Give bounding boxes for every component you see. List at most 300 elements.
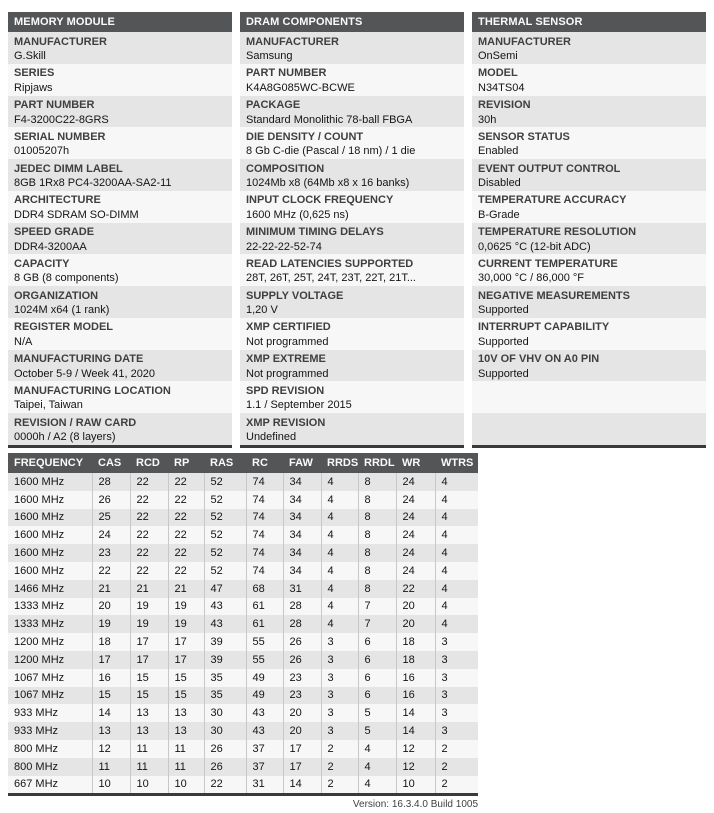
cell-faw: 34 bbox=[283, 562, 321, 580]
field-value: DDR4 SDRAM SO-DIMM bbox=[14, 208, 139, 221]
cell-cas: 10 bbox=[92, 776, 130, 795]
cell-wr: 24 bbox=[396, 473, 435, 491]
cell-cas: 19 bbox=[92, 615, 130, 633]
cell-faw: 34 bbox=[283, 526, 321, 544]
field-label: READ LATENCIES SUPPORTED bbox=[246, 257, 414, 270]
field-value: DDR4-3200AA bbox=[14, 240, 87, 253]
panel-dram-components bbox=[240, 12, 464, 448]
timing-row bbox=[8, 615, 478, 633]
info-field bbox=[240, 286, 464, 318]
cell-frequency: 1466 MHz bbox=[8, 580, 92, 598]
cell-wtrs: 4 bbox=[441, 600, 448, 613]
timing-row bbox=[8, 509, 478, 527]
cell-cas: 28 bbox=[92, 473, 130, 491]
info-field bbox=[472, 286, 706, 318]
field-label: INTERRUPT CAPABILITY bbox=[478, 321, 610, 334]
cell-wr: 18 bbox=[396, 633, 435, 651]
cell-rc: 74 bbox=[246, 509, 283, 527]
cell-rp: 22 bbox=[168, 526, 204, 544]
cell-rc: 55 bbox=[246, 651, 283, 669]
panel-header-thermal-sensor: THERMAL SENSOR bbox=[472, 12, 706, 32]
cell-rcd: 22 bbox=[130, 526, 168, 544]
field-value: 1,20 V bbox=[246, 304, 278, 316]
cell-faw: 20 bbox=[283, 704, 321, 722]
cell-faw: 23 bbox=[283, 669, 321, 687]
memory-module-fields bbox=[8, 32, 232, 445]
cell-rc: 74 bbox=[246, 473, 283, 491]
cell-rcd: 21 bbox=[130, 580, 168, 598]
cell-wr: 12 bbox=[396, 758, 435, 776]
info-field bbox=[8, 350, 232, 382]
cell-frequency: 1600 MHz bbox=[8, 526, 92, 544]
info-field bbox=[472, 32, 706, 64]
cell-faw: 34 bbox=[283, 544, 321, 562]
field-value: Not programmed bbox=[246, 335, 329, 348]
cell-ras: 52 bbox=[204, 491, 246, 509]
cell-wtrs: 4 bbox=[441, 475, 448, 488]
info-field bbox=[240, 191, 464, 223]
field-value: Samsung bbox=[246, 50, 293, 62]
cell-wr: 24 bbox=[396, 562, 435, 580]
field-label: DIE DENSITY / COUNT bbox=[246, 130, 364, 143]
info-field bbox=[240, 413, 464, 445]
info-field bbox=[472, 254, 706, 286]
field-value: 0,0625 °C (12-bit ADC) bbox=[478, 240, 591, 253]
cell-wtrs: 3 bbox=[441, 671, 448, 684]
cell-frequency: 800 MHz bbox=[8, 758, 92, 776]
field-label: SENSOR STATUS bbox=[478, 130, 570, 143]
field-label: COMPOSITION bbox=[246, 162, 325, 175]
cell-rc: 49 bbox=[246, 669, 283, 687]
cell-rrdl: 8 bbox=[358, 526, 396, 544]
cell-ras: 52 bbox=[204, 509, 246, 527]
cell-wtrs: 3 bbox=[441, 689, 448, 702]
cell-rp: 11 bbox=[168, 758, 204, 776]
timing-table-body bbox=[8, 473, 478, 795]
field-value: 8 Gb C-die (Pascal / 18 nm) / 1 die bbox=[246, 145, 416, 158]
cell-rp: 22 bbox=[168, 491, 204, 509]
field-label: INPUT CLOCK FREQUENCY bbox=[246, 194, 394, 207]
info-field bbox=[8, 191, 232, 223]
cell-rrdl: 6 bbox=[358, 669, 396, 687]
info-field bbox=[240, 254, 464, 286]
cell-wtrs: 4 bbox=[441, 493, 448, 506]
cell-faw: 26 bbox=[283, 633, 321, 651]
field-value: 8 GB (8 components) bbox=[14, 272, 119, 285]
cell-ras: 43 bbox=[204, 598, 246, 616]
cell-rc: 61 bbox=[246, 598, 283, 616]
info-field bbox=[240, 96, 464, 128]
cell-rcd: 11 bbox=[130, 740, 168, 758]
cell-wtrs: 3 bbox=[441, 636, 448, 649]
field-value: 01005207h bbox=[14, 145, 70, 158]
cell-rrds: 3 bbox=[321, 687, 358, 705]
field-label: SUPPLY VOLTAGE bbox=[246, 289, 344, 302]
cell-faw: 14 bbox=[283, 776, 321, 795]
info-field bbox=[8, 64, 232, 96]
field-label: TEMPERATURE ACCURACY bbox=[478, 194, 627, 207]
cell-rcd: 19 bbox=[130, 598, 168, 616]
panel-header-dram-components: DRAM COMPONENTS bbox=[240, 12, 464, 32]
col-header-wr: WR bbox=[396, 453, 435, 473]
cell-wr: 20 bbox=[396, 598, 435, 616]
cell-faw: 17 bbox=[283, 758, 321, 776]
cell-rc: 43 bbox=[246, 704, 283, 722]
cell-frequency: 933 MHz bbox=[8, 704, 92, 722]
cell-rrdl: 4 bbox=[358, 758, 396, 776]
info-field bbox=[472, 223, 706, 255]
info-field bbox=[8, 96, 232, 128]
col-header-rrdl: RRDL bbox=[358, 453, 396, 473]
field-label: CURRENT TEMPERATURE bbox=[478, 257, 618, 270]
info-field bbox=[472, 191, 706, 223]
field-label: MANUFACTURING LOCATION bbox=[14, 384, 171, 397]
col-header-faw: FAW bbox=[283, 453, 321, 473]
empty-filler-row bbox=[472, 381, 706, 413]
info-field bbox=[240, 64, 464, 96]
field-value: Not programmed bbox=[246, 367, 329, 380]
cell-rp: 10 bbox=[168, 776, 204, 795]
empty-filler-row bbox=[472, 413, 706, 445]
cell-wr: 14 bbox=[396, 722, 435, 740]
cell-cas: 13 bbox=[92, 722, 130, 740]
timing-row bbox=[8, 491, 478, 509]
cell-wtrs: 4 bbox=[441, 547, 448, 560]
cell-rrdl: 8 bbox=[358, 580, 396, 598]
cell-rcd: 22 bbox=[130, 562, 168, 580]
info-field bbox=[240, 381, 464, 413]
panel-header-memory-module: MEMORY MODULE bbox=[8, 12, 232, 32]
cell-wr: 16 bbox=[396, 687, 435, 705]
cell-wr: 24 bbox=[396, 491, 435, 509]
cell-rrdl: 8 bbox=[358, 544, 396, 562]
cell-faw: 28 bbox=[283, 598, 321, 616]
cell-ras: 35 bbox=[204, 669, 246, 687]
info-field bbox=[8, 254, 232, 286]
cell-ras: 43 bbox=[204, 615, 246, 633]
cell-rcd: 15 bbox=[130, 669, 168, 687]
cell-wtrs: 4 bbox=[441, 529, 448, 542]
cell-rcd: 13 bbox=[130, 704, 168, 722]
cell-rcd: 22 bbox=[130, 509, 168, 527]
cell-ras: 22 bbox=[204, 776, 246, 795]
cell-rc: 74 bbox=[246, 526, 283, 544]
cell-frequency: 1600 MHz bbox=[8, 491, 92, 509]
field-label: PART NUMBER bbox=[246, 67, 327, 80]
cell-rcd: 10 bbox=[130, 776, 168, 795]
cell-wtrs: 4 bbox=[441, 618, 448, 631]
cell-rcd: 17 bbox=[130, 651, 168, 669]
cell-cas: 16 bbox=[92, 669, 130, 687]
cell-frequency: 1200 MHz bbox=[8, 651, 92, 669]
cell-rp: 19 bbox=[168, 615, 204, 633]
field-value: N/A bbox=[14, 335, 33, 348]
cell-rc: 55 bbox=[246, 633, 283, 651]
cell-wtrs: 4 bbox=[441, 582, 448, 595]
cell-rp: 22 bbox=[168, 509, 204, 527]
cell-rrdl: 5 bbox=[358, 704, 396, 722]
field-label: PACKAGE bbox=[246, 99, 301, 111]
info-field bbox=[472, 127, 706, 159]
cell-ras: 52 bbox=[204, 562, 246, 580]
field-value: N34TS04 bbox=[478, 81, 525, 94]
timing-row bbox=[8, 562, 478, 580]
field-value: 30,000 °C / 86,000 °F bbox=[478, 272, 585, 285]
cell-rrds: 4 bbox=[321, 491, 358, 509]
cell-cas: 26 bbox=[92, 491, 130, 509]
cell-rcd: 15 bbox=[130, 687, 168, 705]
cell-ras: 26 bbox=[204, 740, 246, 758]
field-label: REVISION bbox=[478, 99, 531, 111]
timing-row bbox=[8, 704, 478, 722]
cell-wtrs: 3 bbox=[441, 707, 448, 720]
col-header-ras: RAS bbox=[204, 453, 246, 473]
field-label: XMP REVISION bbox=[246, 416, 326, 429]
cell-rrds: 4 bbox=[321, 580, 358, 598]
cell-frequency: 1067 MHz bbox=[8, 687, 92, 705]
cell-rc: 37 bbox=[246, 758, 283, 776]
cell-rrds: 3 bbox=[321, 704, 358, 722]
cell-rp: 15 bbox=[168, 669, 204, 687]
cell-wr: 24 bbox=[396, 509, 435, 527]
info-field bbox=[8, 32, 232, 64]
cell-faw: 31 bbox=[283, 580, 321, 598]
thermal-sensor-fields bbox=[472, 32, 706, 381]
cell-ras: 30 bbox=[204, 722, 246, 740]
timing-row bbox=[8, 526, 478, 544]
cell-ras: 52 bbox=[204, 544, 246, 562]
timing-row bbox=[8, 580, 478, 598]
field-value: 30h bbox=[478, 113, 497, 126]
cell-rp: 22 bbox=[168, 473, 204, 491]
cell-frequency: 933 MHz bbox=[8, 722, 92, 740]
cell-rp: 15 bbox=[168, 687, 204, 705]
cell-wr: 20 bbox=[396, 615, 435, 633]
cell-cas: 20 bbox=[92, 598, 130, 616]
cell-frequency: 1600 MHz bbox=[8, 509, 92, 527]
cell-wtrs: 3 bbox=[441, 725, 448, 738]
cell-faw: 28 bbox=[283, 615, 321, 633]
cell-frequency: 1333 MHz bbox=[8, 615, 92, 633]
cell-rrdl: 6 bbox=[358, 633, 396, 651]
cell-rcd: 11 bbox=[130, 758, 168, 776]
col-header-rrds: RRDS bbox=[321, 453, 358, 473]
cell-ras: 39 bbox=[204, 651, 246, 669]
cell-rrds: 3 bbox=[321, 669, 358, 687]
field-value: Undefined bbox=[246, 431, 297, 443]
cell-cas: 23 bbox=[92, 544, 130, 562]
timing-row bbox=[8, 722, 478, 740]
info-field bbox=[8, 318, 232, 350]
cell-rc: 74 bbox=[246, 562, 283, 580]
cell-rc: 74 bbox=[246, 491, 283, 509]
cell-rrds: 4 bbox=[321, 598, 358, 616]
cell-frequency: 1067 MHz bbox=[8, 669, 92, 687]
field-label: XMP CERTIFIED bbox=[246, 321, 331, 334]
field-value: Taipei, Taiwan bbox=[14, 399, 83, 412]
cell-rp: 11 bbox=[168, 740, 204, 758]
cell-rrdl: 7 bbox=[358, 615, 396, 633]
field-value: Ripjaws bbox=[14, 81, 53, 94]
col-header-wtrs: WTRS bbox=[435, 453, 478, 473]
info-field bbox=[240, 350, 464, 382]
cell-rrds: 4 bbox=[321, 562, 358, 580]
timing-row bbox=[8, 740, 478, 758]
cell-rrds: 4 bbox=[321, 473, 358, 491]
cell-cas: 11 bbox=[92, 758, 130, 776]
cell-wtrs: 2 bbox=[441, 778, 448, 791]
col-header-frequency: FREQUENCY bbox=[8, 453, 92, 473]
field-value: 1.1 / September 2015 bbox=[246, 399, 352, 412]
timing-row bbox=[8, 758, 478, 776]
cell-ras: 52 bbox=[204, 526, 246, 544]
cell-rp: 21 bbox=[168, 580, 204, 598]
info-field bbox=[240, 318, 464, 350]
cell-faw: 17 bbox=[283, 740, 321, 758]
cell-cas: 15 bbox=[92, 687, 130, 705]
cell-rcd: 22 bbox=[130, 473, 168, 491]
info-field bbox=[8, 159, 232, 191]
info-field bbox=[8, 223, 232, 255]
cell-rcd: 17 bbox=[130, 633, 168, 651]
field-value: Enabled bbox=[478, 145, 519, 158]
field-value: 22-22-22-52-74 bbox=[246, 240, 322, 253]
field-value: Supported bbox=[478, 335, 529, 348]
cell-ras: 52 bbox=[204, 473, 246, 491]
cell-rc: 49 bbox=[246, 687, 283, 705]
field-label: EVENT OUTPUT CONTROL bbox=[478, 162, 621, 175]
cell-faw: 34 bbox=[283, 509, 321, 527]
cell-rc: 74 bbox=[246, 544, 283, 562]
info-field bbox=[8, 286, 232, 318]
cell-rrds: 2 bbox=[321, 758, 358, 776]
cell-rp: 22 bbox=[168, 544, 204, 562]
field-label: 10V OF VHV ON A0 PIN bbox=[478, 353, 600, 365]
field-label: REVISION / RAW CARD bbox=[14, 416, 137, 429]
cell-rp: 13 bbox=[168, 722, 204, 740]
cell-wr: 24 bbox=[396, 544, 435, 562]
timing-row bbox=[8, 633, 478, 651]
cell-rp: 22 bbox=[168, 562, 204, 580]
info-field bbox=[240, 159, 464, 191]
timing-table bbox=[8, 453, 478, 796]
field-label: MANUFACTURING DATE bbox=[14, 353, 144, 365]
cell-frequency: 667 MHz bbox=[8, 776, 92, 795]
cell-frequency: 800 MHz bbox=[8, 740, 92, 758]
cell-cas: 14 bbox=[92, 704, 130, 722]
cell-rrds: 2 bbox=[321, 740, 358, 758]
version-label: Version: 16.3.4.0 Build 1005 bbox=[352, 799, 478, 811]
cell-wr: 18 bbox=[396, 651, 435, 669]
cell-rrdl: 8 bbox=[358, 473, 396, 491]
field-value: 1600 MHz (0,625 ns) bbox=[246, 208, 349, 221]
cell-frequency: 1333 MHz bbox=[8, 598, 92, 616]
timing-row bbox=[8, 544, 478, 562]
cell-cas: 25 bbox=[92, 509, 130, 527]
panel-thermal-sensor bbox=[472, 12, 706, 448]
panel-memory-module bbox=[8, 12, 232, 448]
cell-rp: 17 bbox=[168, 651, 204, 669]
info-field bbox=[472, 64, 706, 96]
field-value: October 5-9 / Week 41, 2020 bbox=[14, 367, 156, 380]
cell-wr: 24 bbox=[396, 526, 435, 544]
cell-rrds: 4 bbox=[321, 526, 358, 544]
field-label: REGISTER MODEL bbox=[14, 321, 114, 334]
field-label: JEDEC DIMM LABEL bbox=[14, 162, 123, 175]
field-label: SPEED GRADE bbox=[14, 226, 95, 238]
cell-rc: 43 bbox=[246, 722, 283, 740]
info-field bbox=[240, 127, 464, 159]
cell-rrds: 3 bbox=[321, 651, 358, 669]
cell-rrds: 4 bbox=[321, 615, 358, 633]
info-panels bbox=[8, 12, 706, 448]
cell-wr: 16 bbox=[396, 669, 435, 687]
cell-rrds: 3 bbox=[321, 633, 358, 651]
cell-cas: 18 bbox=[92, 633, 130, 651]
timing-row bbox=[8, 669, 478, 687]
cell-faw: 34 bbox=[283, 473, 321, 491]
cell-wtrs: 4 bbox=[441, 564, 448, 577]
field-value: 28T, 26T, 25T, 24T, 23T, 22T, 21T... bbox=[246, 272, 416, 285]
field-label: MANUFACTURER bbox=[478, 35, 571, 48]
cell-rcd: 19 bbox=[130, 615, 168, 633]
cell-wtrs: 2 bbox=[441, 742, 448, 755]
cell-faw: 20 bbox=[283, 722, 321, 740]
field-label: SERIES bbox=[14, 67, 55, 80]
info-field bbox=[472, 318, 706, 350]
info-field bbox=[472, 350, 706, 382]
field-value: K4A8G085WC-BCWE bbox=[246, 81, 355, 94]
field-label: MINIMUM TIMING DELAYS bbox=[246, 226, 384, 238]
cell-wr: 14 bbox=[396, 704, 435, 722]
cell-rrds: 4 bbox=[321, 509, 358, 527]
cell-rcd: 22 bbox=[130, 491, 168, 509]
dram-components-fields bbox=[240, 32, 464, 445]
field-value: F4-3200C22-8GRS bbox=[14, 113, 109, 126]
field-label: ORGANIZATION bbox=[14, 289, 99, 302]
col-header-rcd: RCD bbox=[130, 453, 168, 473]
cell-ras: 26 bbox=[204, 758, 246, 776]
info-field bbox=[240, 223, 464, 255]
info-field bbox=[472, 159, 706, 191]
cell-rrdl: 8 bbox=[358, 491, 396, 509]
timing-row bbox=[8, 687, 478, 705]
field-label: MANUFACTURER bbox=[246, 35, 339, 48]
cell-wtrs: 2 bbox=[441, 760, 448, 773]
timing-table-header-row bbox=[8, 453, 478, 473]
info-field bbox=[240, 32, 464, 64]
field-label: MODEL bbox=[478, 67, 518, 80]
cell-frequency: 1600 MHz bbox=[8, 544, 92, 562]
cell-rc: 61 bbox=[246, 615, 283, 633]
field-label: TEMPERATURE RESOLUTION bbox=[478, 226, 637, 238]
cell-cas: 24 bbox=[92, 526, 130, 544]
cell-rrds: 3 bbox=[321, 722, 358, 740]
cell-rp: 19 bbox=[168, 598, 204, 616]
field-label: ARCHITECTURE bbox=[14, 194, 101, 207]
info-field bbox=[8, 413, 232, 445]
field-value: 8GB 1Rx8 PC4-3200AA-SA2-11 bbox=[14, 177, 172, 189]
cell-cas: 22 bbox=[92, 562, 130, 580]
cell-wr: 22 bbox=[396, 580, 435, 598]
cell-rc: 68 bbox=[246, 580, 283, 598]
field-label: PART NUMBER bbox=[14, 99, 95, 111]
cell-rcd: 22 bbox=[130, 544, 168, 562]
cell-wtrs: 4 bbox=[441, 511, 448, 524]
cell-frequency: 1200 MHz bbox=[8, 633, 92, 651]
cell-frequency: 1600 MHz bbox=[8, 473, 92, 491]
field-value: Standard Monolithic 78-ball FBGA bbox=[246, 113, 413, 126]
